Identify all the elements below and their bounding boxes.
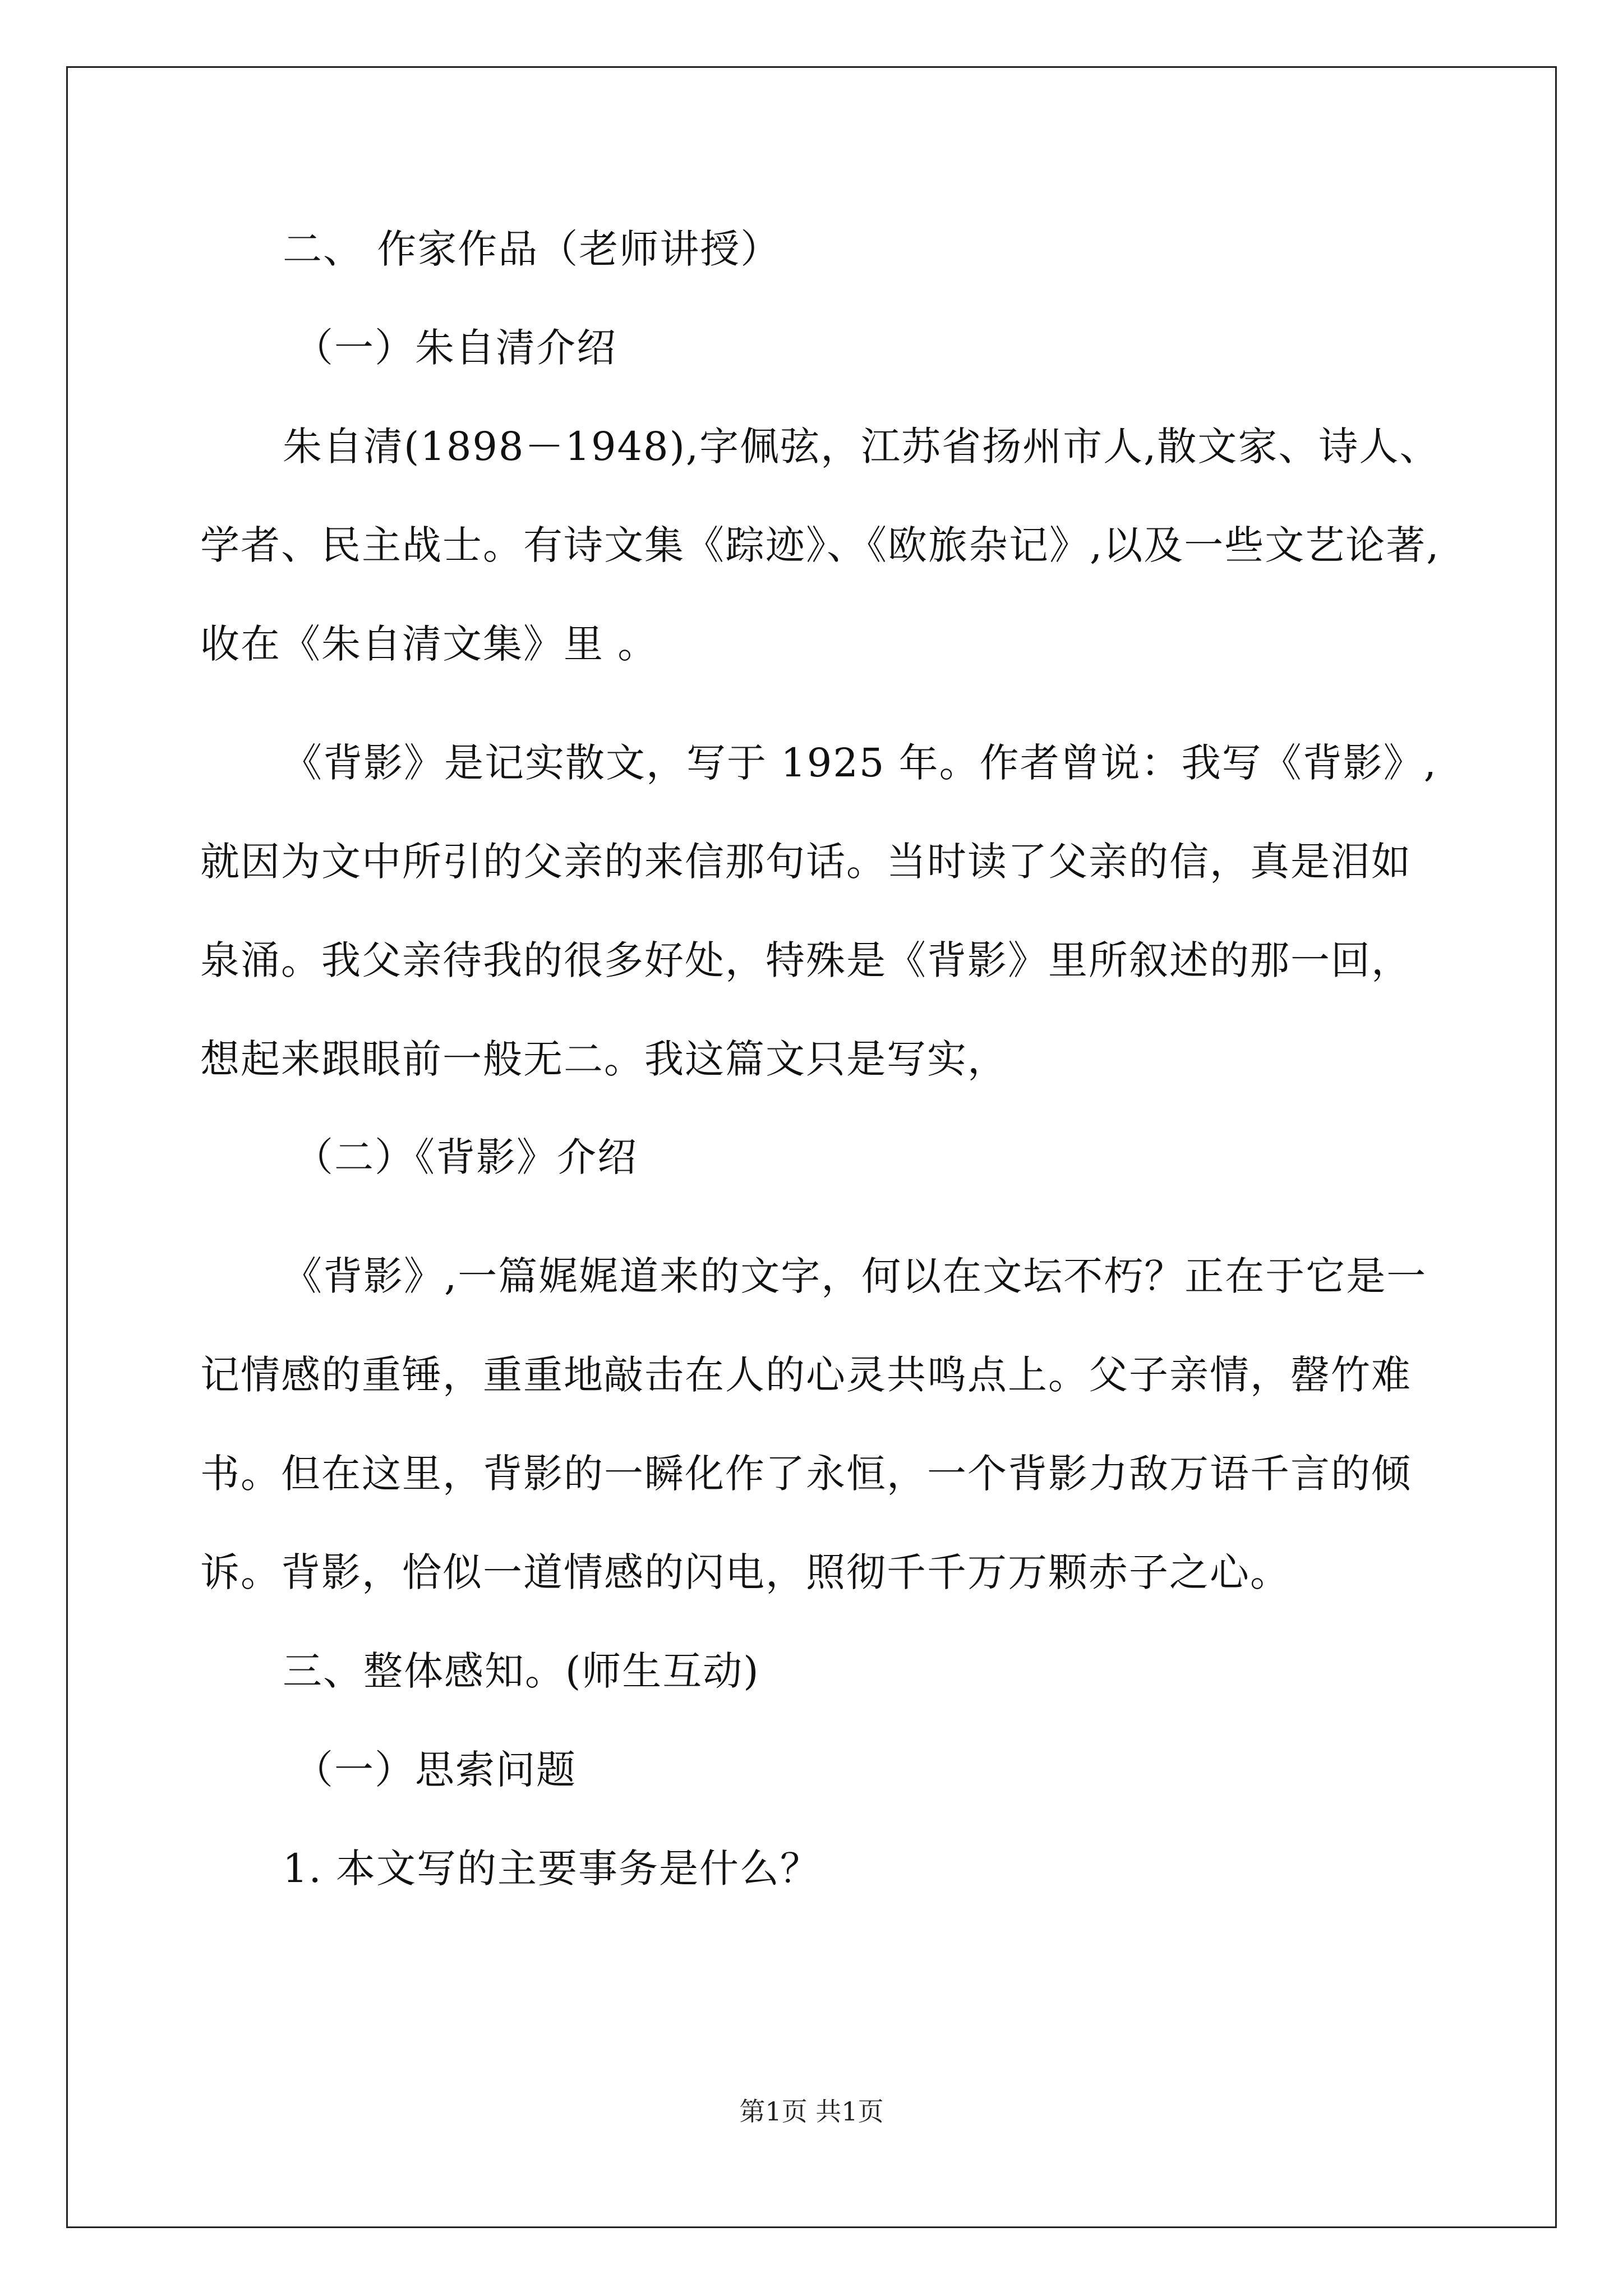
page-border xyxy=(66,66,1557,2228)
page-footer: 第1页 共1页 xyxy=(739,2096,884,2127)
paragraph-line: 《背影》,一篇娓娓道来的文字，何以在文坛不朽？正在于它是一 xyxy=(283,1253,1427,1299)
subheading-zhu-ziqing-intro: （一）朱自清介绍 xyxy=(294,325,617,371)
paragraph-line: 收在《朱自清文集》里 。 xyxy=(200,621,658,667)
paragraph-line: 泉涌。我父亲待我的很多好处，特殊是《背影》里所叙述的那一回， xyxy=(200,937,1412,983)
paragraph-line: 诉。背影，恰似一道情感的闪电，照彻千千万万颗赤子之心。 xyxy=(200,1549,1290,1595)
section-heading-overall-perception: 三、整体感知。(师生互动) xyxy=(283,1648,760,1694)
paragraph-line: 学者、民主战士。有诗文集《踪迹》、《欧旅杂记》,以及一些文艺论著, xyxy=(200,522,1440,568)
paragraph-line: 记情感的重锤，重重地敲击在人的心灵共鸣点上。父子亲情，罄竹难 xyxy=(200,1352,1412,1398)
paragraph-line: 朱自清(1898－1948),字佩弦，江苏省扬州市人,散文家、诗人、 xyxy=(283,424,1440,470)
section-heading-authors-works: 二、 作家作品（老师讲授） xyxy=(283,226,781,272)
paragraph-line: 《背影》是记实散文，写于 1925 年。作者曾说：我写《背影》, xyxy=(283,740,1437,786)
paragraph-line: 想起来跟眼前一般无二。我这篇文只是写实， xyxy=(200,1036,1008,1082)
subheading-questions: （一）思索问题 xyxy=(294,1747,577,1793)
subheading-beiying-intro: （二）《背影》介绍 xyxy=(294,1134,638,1180)
question-item: 1. 本文写的主要事务是什么？ xyxy=(283,1846,821,1892)
paragraph-line: 就因为文中所引的父亲的来信那句话。当时读了父亲的信，真是泪如 xyxy=(200,839,1412,885)
paragraph-line: 书。但在这里，背影的一瞬化作了永恒，一个背影力敌万语千言的倾 xyxy=(200,1451,1412,1497)
